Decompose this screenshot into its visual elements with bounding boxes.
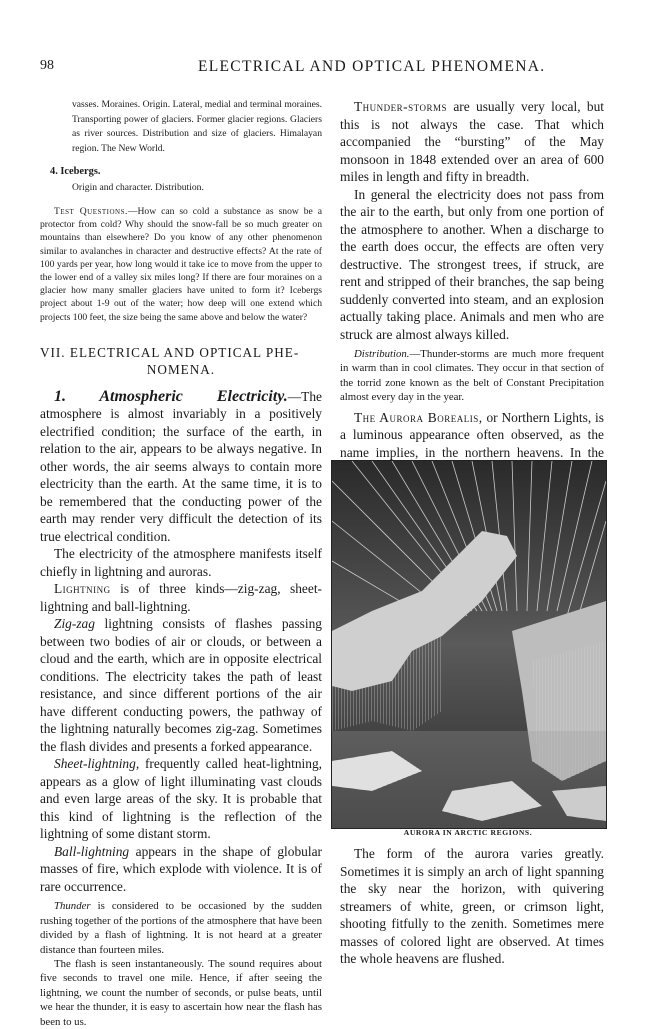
ball-lead: Ball-lightning (54, 843, 130, 859)
atmospheric-paragraph (40, 388, 322, 546)
thunderstorms-paragraph (340, 98, 604, 186)
distribution-lead: Distribution. (354, 348, 410, 360)
icebergs-items: Origin and character. Distribution. (72, 182, 204, 194)
zigzag-text: lightning consists of flashes passing between two bodies of air or clouds, or between a cloud and the earth, which are in opposite electrical conditions. The electricity takes the path of least resistance, and since different portions of the air have different conducting powers, the pathway of the lightning naturally becomes zig-zag. Sometimes the flash divides and presents a forked appearance. (40, 616, 322, 754)
sheet-text: frequently called heat-lightning, appears as a glow of light illuminating vast clouds and even large areas of the sky. It is probable that this kind of lightning is the reflection of the lightning of some distant storm. (40, 756, 322, 842)
aurora-illustration (331, 460, 607, 829)
figure-caption: AURORA IN ARCTIC REGIONS. (403, 828, 533, 837)
page-number: 98 (40, 58, 54, 73)
test-questions (40, 205, 322, 324)
distribution-text: —Thunder-storms are much more frequent in warm than in cool climates. They occur in that section of the torrid zone known as the belt of Constant Precipitation almost every day in the year. (340, 348, 604, 404)
thunderstorms-lead: Thunder-storms (354, 99, 447, 114)
ball-text: appears in the shape of globular masses of fire, which explode with violence. It is of rare occurrence. (40, 843, 322, 894)
electricity-paragraph: The electricity of the atmosphere manifests itself chiefly in lightning and auroras. (40, 546, 322, 579)
atmospheric-text: —The atmosphere is almost invariably in a positively electrified condition; the surface of the earth, in relation to the air, appears to be always negative. In other words, the air seems always to contain more electricity than the earth. At the same time, it is to be remembered that the conducting power of the earth may render very difficult the detection of its true electrical condition. (40, 388, 322, 544)
zigzag-paragraph (40, 615, 322, 755)
subsection-heading: 1. Atmospheric Electricity. (54, 387, 288, 405)
zigzag-lead: Zig-zag (54, 616, 95, 632)
sheet-lightning-paragraph (40, 755, 322, 843)
aurora-lead: The Aurora Borealis, (354, 409, 483, 425)
lightning-lead: Lightning (54, 581, 111, 597)
page-header (40, 58, 600, 80)
test-questions-text: —How can so cold a substance as snow be a protector from cold? Why should the snow-fall be so much greater on mountains than elsewhere? Do you know of any other phenomenon similar to avalanches in character and destructive effects? At the rate of 100 yards per year, how long would it take ice to move from the upper to the lower end of a valley six miles long? If there are four moraines on a glacier how many smaller glaciers have united to form it? Icebergs project about 1-9 out of the water; how deep will one extend which projects 100 feet, the size being the same above and below the water? (40, 205, 322, 323)
right-column (340, 98, 604, 496)
aurora-engraving (332, 461, 606, 828)
icebergs-heading: 4. Icebergs. (50, 166, 101, 178)
sheet-lead: Sheet-lightning, (54, 756, 140, 772)
glacier-items: vasses. Moraines. Origin. Lateral, medial and terminal moraines. Transporting power of glaciers. Former glacier regions. Glaciers as river sources. Distribution and size of glaciers. Himalayan region. The New World. (72, 99, 322, 154)
section-heading-line2: NOMENA. (146, 361, 216, 377)
left-column (40, 98, 322, 1029)
thunder-note (40, 899, 322, 957)
lightning-text: is of three kinds—zig-zag, sheet-lightning and ball-lightning. (40, 581, 322, 614)
discharge-paragraph: In general the electricity does not pass from the air to the earth, but only from one portion of the atmosphere to another. When a discharge to the earth does occur, the effects are often very destructive. The strongest trees, if struck, are rent and stripped of their branches, the sap being suddenly converted into steam, and an explosion actually taking place. Animals and men who are struck are almost always killed. (340, 186, 604, 342)
running-title: ELECTRICAL AND OPTICAL PHENOMENA. (198, 58, 546, 75)
section-heading (40, 344, 322, 378)
aurora-forms-paragraph: The form of the aurora varies greatly. Sometimes it is simply an arch of light spanning the sky near the horizon, with quivering streamers of white, green, or crimson light, shooting fitfully to the zenith. Sometimes mere masses of colored light are observed. At times the whole heavens are flushed. (340, 846, 604, 966)
thunder-text: is considered to be occasioned by the sudden rushing together of the portions of the atmosphere that have been divided by a flash of lightning. It is not heard at a greater distance than fourteen miles. (40, 900, 322, 956)
aurora-text: or Northern Lights, is a luminous appearance often observed, as the name implies, in the northern heavens. In the (340, 409, 604, 460)
right-column-lower (340, 845, 604, 968)
flash-note: The flash is seen instantaneously. The sound requires about five seconds to travel one mile. Hence, if after seeing the lightning, we count the number of seconds, or pulse beats, until we hear the thunder, it is easy to ascertain how near the flash has been to us. (40, 957, 322, 1028)
ball-lightning-paragraph (40, 843, 322, 896)
lightning-paragraph (40, 580, 322, 615)
section-heading-line1: VII. ELECTRICAL AND OPTICAL PHE- (40, 344, 300, 360)
test-questions-label: Test Questions. (54, 205, 128, 217)
distribution-note (340, 347, 604, 405)
thunderstorms-text: are usually very local, but this is not always the case. That which accompanied the “bursting” of the May monsoon in 1848 extended over an area of 600 miles in length and fifty in breadth. (340, 99, 604, 184)
thunder-lead: Thunder (54, 900, 91, 913)
